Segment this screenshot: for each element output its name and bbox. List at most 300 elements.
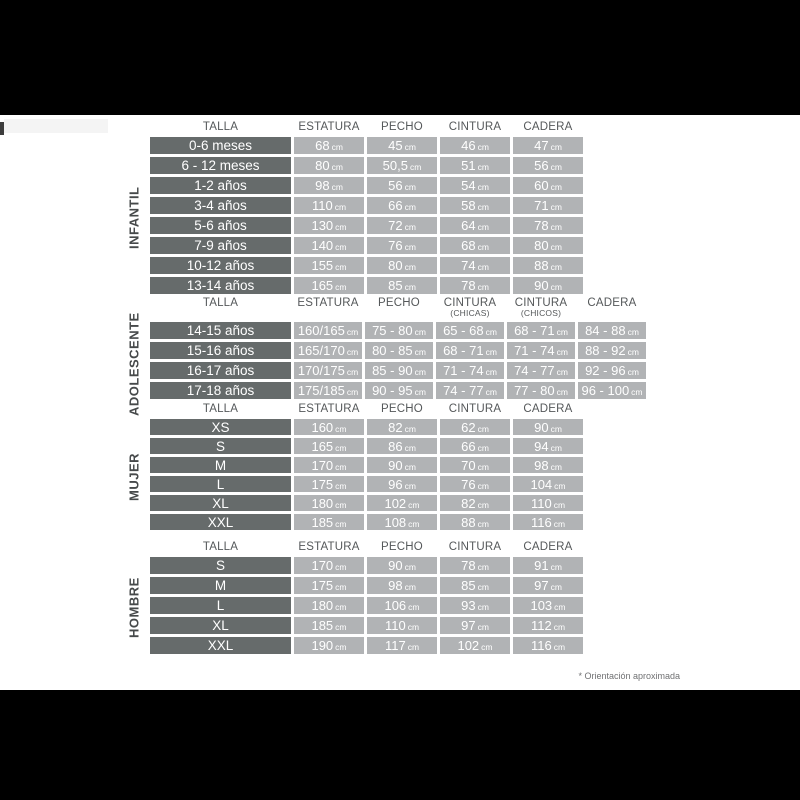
value-number: 78 — [461, 278, 476, 293]
unit-label: cm — [404, 423, 416, 434]
value-number: 97 — [461, 618, 476, 633]
value-number: 130 — [311, 218, 334, 233]
section-label: ADOLESCENTE — [126, 312, 142, 416]
value-number: 54 — [461, 178, 476, 193]
table-row — [150, 438, 583, 454]
value-cell — [578, 382, 646, 399]
unit-label: cm — [550, 461, 562, 472]
value-number: 88 - 92 — [585, 343, 626, 358]
unit-label: cm — [554, 480, 566, 491]
value-cell — [440, 457, 510, 473]
value-cell — [294, 597, 364, 614]
value-cell — [294, 322, 362, 339]
unit-label: cm — [407, 622, 420, 632]
unit-label: cm — [335, 480, 347, 491]
table-row — [150, 362, 646, 379]
value-number: 72 — [388, 218, 403, 233]
value-cell — [440, 217, 510, 234]
value-cell — [513, 495, 583, 511]
unit-label: cm — [553, 642, 566, 652]
unit-label: cm — [485, 367, 497, 377]
value-number: 116 — [530, 638, 552, 653]
value-cell — [367, 457, 437, 473]
value-number: 165 — [311, 438, 334, 454]
unit-label: cm — [331, 162, 343, 172]
unit-label: cm — [550, 222, 562, 232]
value-cell — [367, 217, 437, 234]
column-header: CINTURA — [448, 541, 502, 553]
value-cell — [367, 637, 437, 654]
value-cell — [440, 577, 510, 594]
value-cell — [367, 257, 437, 274]
size-cell: 17-18 años — [150, 382, 291, 399]
value-cell — [365, 382, 433, 399]
value-number: 68 - 71 — [514, 323, 555, 338]
value-number: 190 — [311, 638, 334, 653]
size-table-mujer — [147, 400, 586, 533]
column-header: CADERA — [523, 541, 573, 553]
value-number: 110 — [384, 618, 406, 633]
value-number: 76 — [461, 476, 476, 492]
value-number: 108 — [384, 514, 407, 530]
unit-label: cm — [404, 182, 416, 192]
value-cell — [578, 322, 646, 339]
size-cell: XS — [150, 419, 291, 435]
value-number: 91 — [534, 558, 549, 573]
unit-label: cm — [335, 582, 347, 592]
column-header: CINTURA (CHICOS) — [507, 297, 575, 319]
value-number: 88 — [461, 514, 476, 530]
table-row — [150, 137, 583, 154]
value-number: 160 — [311, 419, 334, 435]
value-number: 74 — [461, 258, 476, 273]
value-number: 46 — [461, 138, 476, 153]
unit-label: cm — [346, 327, 359, 337]
value-cell — [440, 137, 510, 154]
unit-label: cm — [477, 182, 489, 192]
value-number: 80 — [388, 258, 403, 273]
value-number: 96 — [388, 476, 403, 492]
unit-label: cm — [550, 582, 562, 592]
value-number: 170 — [311, 558, 334, 573]
value-cell — [367, 577, 437, 594]
unit-label: cm — [408, 602, 420, 612]
value-number: 84 - 88 — [585, 323, 626, 338]
unit-label: cm — [335, 222, 347, 232]
column-header: PECHO — [381, 541, 423, 553]
column-header: CINTURA (CHICAS) — [436, 297, 504, 319]
value-number: 90 — [388, 558, 403, 573]
value-cell — [367, 237, 437, 254]
value-number: 175 — [311, 578, 334, 593]
value-cell — [367, 514, 437, 530]
unit-label: cm — [477, 562, 489, 572]
value-number: 86 — [388, 438, 403, 454]
column-header: CINTURA — [448, 403, 502, 415]
value-number: 77 - 80 — [514, 383, 555, 398]
table-row — [150, 617, 583, 634]
column-header: ESTATURA — [298, 541, 360, 553]
value-cell — [440, 277, 510, 294]
value-cell — [440, 157, 510, 174]
size-cell: S — [150, 438, 291, 454]
value-number: 160/165 — [297, 323, 345, 338]
value-cell — [513, 257, 583, 274]
unit-label: cm — [404, 442, 416, 453]
left-edge-strip — [4, 119, 108, 133]
value-number: 110 — [311, 198, 333, 213]
table-row — [150, 382, 646, 399]
value-cell — [440, 237, 510, 254]
column-header: CADERA — [523, 403, 573, 415]
value-cell — [513, 577, 583, 594]
table-row — [150, 217, 583, 234]
value-number: 106 — [384, 598, 407, 613]
value-cell — [294, 514, 364, 530]
unit-label: cm — [407, 642, 420, 652]
value-cell — [440, 597, 510, 614]
size-cell: 7-9 años — [150, 237, 291, 254]
value-number: 98 — [534, 457, 549, 473]
table-row — [150, 637, 583, 654]
unit-label: cm — [404, 480, 416, 491]
unit-label: cm — [553, 518, 566, 529]
unit-label: cm — [477, 518, 489, 529]
value-cell — [436, 322, 504, 339]
size-table-hombre — [147, 538, 586, 657]
size-cell: 0-6 meses — [150, 137, 291, 154]
unit-label: cm — [414, 327, 426, 337]
column-header: PECHO — [381, 403, 423, 415]
value-number: 64 — [461, 218, 476, 233]
value-number: 85 - 90 — [372, 363, 413, 378]
size-cell: 10-12 años — [150, 257, 291, 274]
unit-label: cm — [631, 387, 643, 397]
unit-label: cm — [550, 562, 562, 572]
unit-label: cm — [404, 242, 416, 252]
value-number: 68 — [315, 138, 330, 153]
unit-label: cm — [477, 202, 489, 212]
value-cell — [294, 637, 364, 654]
table-row — [150, 476, 583, 492]
table-row — [150, 177, 583, 194]
table-row — [150, 237, 583, 254]
table-row — [150, 557, 583, 574]
value-number: 80 — [315, 158, 330, 173]
size-table-infantil — [147, 118, 586, 297]
column-header: TALLA — [202, 403, 239, 415]
unit-label: cm — [477, 242, 489, 252]
value-number: 88 — [534, 258, 549, 273]
unit-label: cm — [477, 480, 489, 491]
value-cell — [294, 557, 364, 574]
value-cell — [507, 322, 575, 339]
size-cell: 15-16 años — [150, 342, 291, 359]
unit-label: cm — [346, 347, 359, 357]
unit-label: cm — [335, 602, 347, 612]
unit-label: cm — [477, 582, 489, 592]
unit-label: cm — [550, 142, 562, 152]
size-cell: L — [150, 476, 291, 492]
value-number: 56 — [388, 178, 403, 193]
value-number: 155 — [311, 258, 334, 273]
unit-label: cm — [477, 442, 489, 453]
value-cell — [294, 137, 364, 154]
value-cell — [365, 342, 433, 359]
unit-label: cm — [477, 499, 489, 510]
unit-label: cm — [331, 142, 343, 152]
value-cell — [367, 476, 437, 492]
value-number: 180 — [311, 495, 334, 511]
value-cell — [440, 257, 510, 274]
value-cell — [513, 217, 583, 234]
value-cell — [294, 362, 362, 379]
value-number: 78 — [461, 558, 476, 573]
value-number: 110 — [530, 495, 552, 511]
unit-label: cm — [550, 262, 562, 272]
unit-label: cm — [404, 262, 416, 272]
value-cell — [436, 342, 504, 359]
value-cell — [294, 419, 364, 435]
size-cell: XXL — [150, 637, 291, 654]
unit-label: cm — [477, 461, 489, 472]
unit-label: cm — [335, 282, 347, 292]
value-cell — [294, 577, 364, 594]
value-number: 66 — [461, 438, 476, 454]
column-header: ESTATURA — [298, 403, 360, 415]
value-number: 71 — [534, 198, 549, 213]
value-number: 92 - 96 — [585, 363, 626, 378]
value-cell — [513, 137, 583, 154]
unit-label: cm — [404, 222, 416, 232]
value-number: 76 — [388, 238, 403, 253]
column-header: PECHO — [378, 297, 420, 309]
unit-label: cm — [335, 499, 347, 510]
value-cell — [513, 514, 583, 530]
value-cell — [294, 277, 364, 294]
value-number: 102 — [384, 495, 407, 511]
table-row — [150, 457, 583, 473]
unit-label: cm — [404, 142, 416, 152]
unit-label: cm — [404, 202, 416, 212]
value-cell — [294, 382, 362, 399]
value-number: 103 — [530, 598, 553, 613]
table-row — [150, 322, 646, 339]
value-cell — [440, 197, 510, 214]
value-cell — [294, 237, 364, 254]
size-cell: 1-2 años — [150, 177, 291, 194]
value-cell — [294, 217, 364, 234]
section-mujer — [126, 400, 586, 533]
value-number: 80 — [534, 238, 549, 253]
value-number: 70 — [461, 457, 476, 473]
value-number: 112 — [530, 618, 552, 633]
value-cell — [507, 342, 575, 359]
value-cell — [367, 137, 437, 154]
size-cell: 3-4 años — [150, 197, 291, 214]
column-header: TALLA — [202, 121, 239, 133]
unit-label: cm — [556, 387, 568, 397]
column-header: PECHO — [381, 121, 423, 133]
unit-label: cm — [335, 642, 347, 652]
size-cell: XXL — [150, 514, 291, 530]
value-number: 58 — [461, 198, 476, 213]
value-cell — [440, 438, 510, 454]
column-header: TALLA — [202, 541, 239, 553]
column-header: CINTURA — [448, 121, 502, 133]
unit-label: cm — [477, 622, 489, 632]
unit-label: cm — [408, 518, 420, 529]
unit-label: cm — [553, 622, 566, 632]
value-cell — [440, 637, 510, 654]
value-number: 62 — [461, 419, 476, 435]
table-row — [150, 342, 646, 359]
value-cell — [365, 362, 433, 379]
value-cell — [513, 457, 583, 473]
value-number: 82 — [388, 419, 403, 435]
value-cell — [294, 342, 362, 359]
value-number: 93 — [461, 598, 476, 613]
value-number: 170/175 — [297, 363, 345, 378]
value-number: 68 — [461, 238, 476, 253]
value-number: 85 — [388, 278, 403, 293]
size-cell: M — [150, 457, 291, 473]
value-number: 104 — [530, 476, 553, 492]
value-number: 65 - 68 — [443, 323, 484, 338]
value-number: 175/185 — [297, 383, 345, 398]
top-black-band — [0, 0, 800, 115]
section-label: HOMBRE — [126, 577, 142, 639]
unit-label: cm — [627, 347, 639, 357]
value-number: 74 - 77 — [514, 363, 555, 378]
unit-label: cm — [414, 387, 426, 397]
unit-label: cm — [335, 442, 347, 453]
value-cell — [513, 637, 583, 654]
value-number: 94 — [534, 438, 549, 454]
value-cell — [513, 617, 583, 634]
size-table-adolescente — [147, 294, 649, 402]
unit-label: cm — [485, 327, 497, 337]
value-cell — [507, 362, 575, 379]
unit-label: cm — [550, 242, 562, 252]
value-cell — [440, 617, 510, 634]
unit-label: cm — [477, 222, 489, 232]
value-number: 165 — [311, 278, 334, 293]
size-cell: M — [150, 577, 291, 594]
value-cell — [294, 495, 364, 511]
unit-label: cm — [485, 347, 497, 357]
value-cell — [367, 495, 437, 511]
column-header: CADERA — [523, 121, 573, 133]
value-cell — [294, 617, 364, 634]
value-number: 185 — [311, 514, 334, 530]
table-row — [150, 597, 583, 614]
value-cell — [367, 557, 437, 574]
column-subheader: (CHICAS) — [450, 308, 490, 318]
value-number: 140 — [311, 238, 334, 253]
value-number: 50,5 — [382, 158, 408, 173]
size-cell: L — [150, 597, 291, 614]
bottom-black-band — [0, 690, 800, 800]
unit-label: cm — [335, 562, 347, 572]
value-number: 98 — [388, 578, 403, 593]
value-number: 56 — [534, 158, 549, 173]
value-cell — [367, 277, 437, 294]
unit-label: cm — [335, 622, 347, 632]
value-cell — [367, 597, 437, 614]
table-row — [150, 157, 583, 174]
unit-label: cm — [627, 327, 639, 337]
value-cell — [367, 617, 437, 634]
size-cell: 5-6 años — [150, 217, 291, 234]
value-cell — [294, 476, 364, 492]
value-cell — [365, 322, 433, 339]
value-cell — [440, 419, 510, 435]
unit-label: cm — [477, 142, 489, 152]
value-number: 80 - 85 — [372, 343, 413, 358]
value-cell — [513, 197, 583, 214]
size-cell: 14-15 años — [150, 322, 291, 339]
value-number: 68 - 71 — [443, 343, 484, 358]
unit-label: cm — [477, 282, 489, 292]
value-cell — [513, 597, 583, 614]
unit-label: cm — [335, 262, 347, 272]
unit-label: cm — [550, 282, 562, 292]
unit-label: cm — [335, 423, 347, 434]
value-number: 45 — [388, 138, 403, 153]
unit-label: cm — [550, 202, 562, 212]
value-number: 116 — [530, 514, 552, 530]
table-row — [150, 197, 583, 214]
value-cell — [513, 277, 583, 294]
unit-label: cm — [404, 282, 416, 292]
unit-label: cm — [334, 202, 347, 212]
unit-label: cm — [556, 347, 568, 357]
unit-label: cm — [627, 367, 639, 377]
size-cell: 6 - 12 meses — [150, 157, 291, 174]
value-cell — [440, 177, 510, 194]
section-label: MUJER — [126, 453, 142, 502]
column-subheader: (CHICOS) — [520, 308, 562, 318]
table-row — [150, 495, 583, 511]
value-number: 98 — [315, 178, 330, 193]
column-header: CADERA — [587, 297, 637, 309]
unit-label: cm — [481, 642, 493, 652]
value-number: 85 — [461, 578, 476, 593]
column-header: TALLA — [202, 297, 239, 309]
value-cell — [294, 457, 364, 473]
value-number: 90 — [534, 278, 549, 293]
value-number: 117 — [384, 638, 406, 653]
unit-label: cm — [553, 499, 566, 510]
value-cell — [440, 476, 510, 492]
value-cell — [513, 157, 583, 174]
unit-label: cm — [477, 423, 489, 434]
unit-label: cm — [477, 602, 489, 612]
unit-label: cm — [556, 367, 568, 377]
unit-label: cm — [404, 562, 416, 572]
value-number: 96 - 100 — [581, 383, 630, 398]
unit-label: cm — [550, 182, 562, 192]
size-cell: XL — [150, 617, 291, 634]
unit-label: cm — [335, 242, 347, 252]
value-number: 90 — [534, 419, 549, 435]
value-cell — [294, 177, 364, 194]
value-cell — [436, 382, 504, 399]
unit-label: cm — [485, 387, 497, 397]
value-number: 175 — [311, 476, 334, 492]
value-number: 170 — [311, 457, 334, 473]
